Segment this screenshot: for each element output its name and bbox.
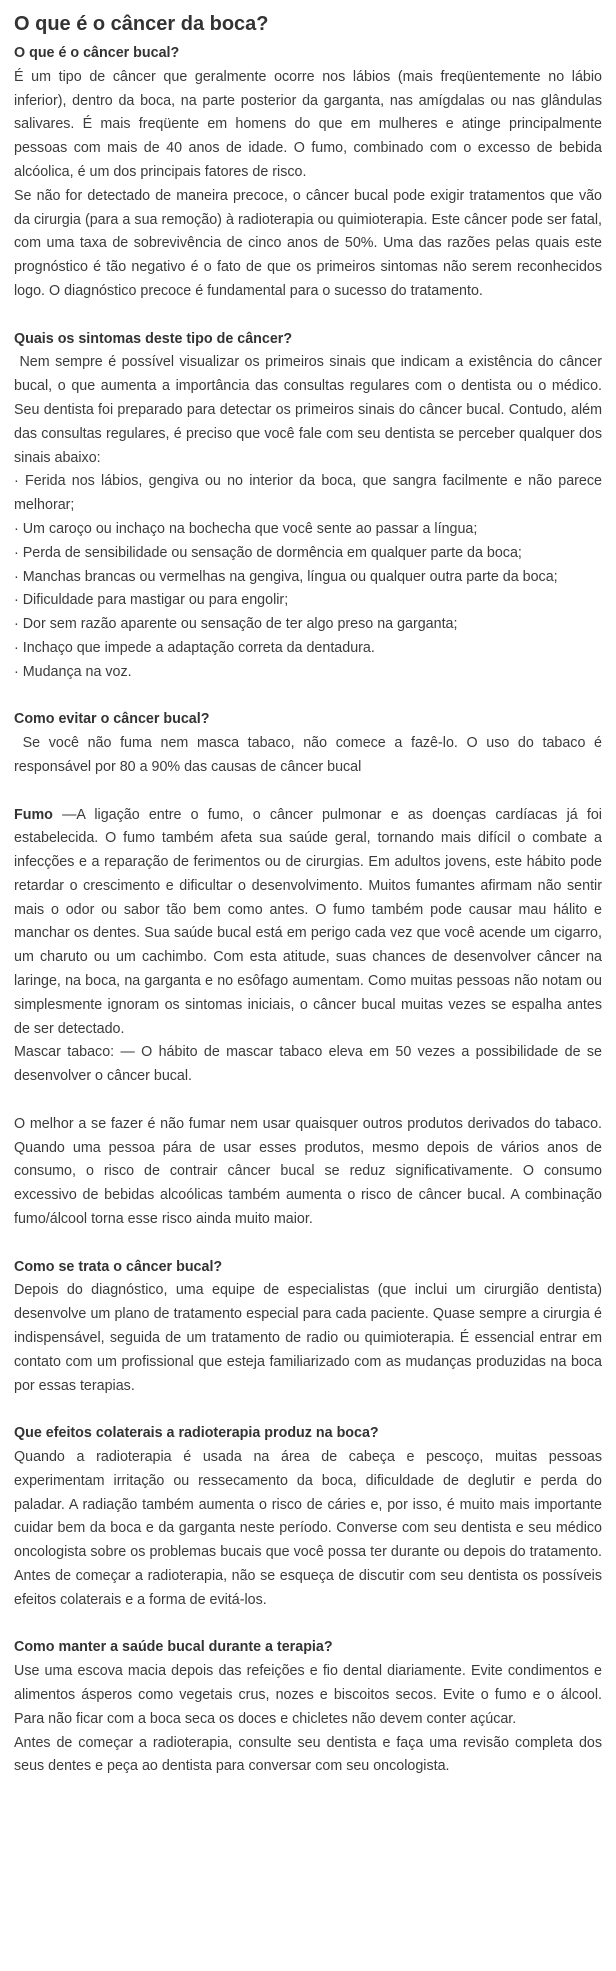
spacer	[14, 1398, 602, 1422]
section-heading: Quais os sintomas deste tipo de câncer?	[14, 330, 293, 347]
page-title: O que é o câncer da boca?	[14, 13, 269, 35]
spacer	[14, 1613, 602, 1637]
list-item: · Dor sem razão aparente ou sensação de ter algo preso na garganta;	[14, 616, 458, 633]
section-symptoms	[14, 328, 606, 685]
paragraph: É um tipo de câncer que geralmente ocorre nos lábios (mais freqüentemente no lábio inferior), dentro da boca, na parte posterior da garganta, nas amígdalas ou nas glândulas salivares. É mais freqüente em homens do que em mulheres e atinge principalmente pessoas com mais de 40 anos de idade. O fumo, combinado com o excesso de bebida alcóolica, é um dos principais fatores de risco.	[14, 68, 602, 180]
section-prevention	[14, 708, 606, 1232]
fumo-label: Fumo	[14, 806, 53, 823]
spacer	[14, 685, 602, 709]
section-oral-health	[14, 1636, 602, 1779]
list-item: · Inchaço que impede a adaptação correta da dentadura.	[14, 639, 375, 656]
paragraph-fumo	[14, 804, 602, 1042]
spacer	[14, 780, 602, 804]
symptom-list	[14, 470, 602, 684]
section-heading: Como manter a saúde bucal durante a terapia?	[14, 1639, 333, 1656]
list-item: · Mudança na voz.	[14, 663, 132, 680]
list-item: · Manchas brancas ou vermelhas na gengiva, língua ou qualquer outra parte da boca;	[14, 568, 558, 585]
paragraph: Nem sempre é possível visualizar os primeiros sinais que indicam a existência do câncer bucal, o que aumenta a importância das consultas regulares com o dentista ou o médico. Seu dentista foi preparado para detectar os primeiros sinais do câncer bucal. Contudo, além das consultas regulares, é preciso que você fale com seu dentista se perceber qualquer dos sinais abaixo:	[14, 354, 606, 466]
paragraph: Se você não fuma nem masca tabaco, não comece a fazê-lo. O uso do tabaco é responsável por 80 a 90% das causas de câncer bucal	[14, 735, 606, 775]
spacer	[14, 1089, 602, 1113]
section-intro	[14, 42, 602, 304]
section-heading: O que é o câncer bucal?	[14, 45, 180, 61]
paragraph: Quando a radioterapia é usada na área de cabeça e pescoço, muitas pessoas experimentam irritação ou ressecamento da boca, dificuldade de deglutir e perda do paladar. A radiação também aumenta o risco de cáries e, por isso, é muito mais importante cuidar bem da boca e da garganta neste período. Converse com seu dentista e seu médico oncologista sobre os problemas bucais que você possa ter durante ou depois do tratamento. Antes de começar a radioterapia, não se esqueça de discutir com seu dentista os possíveis efeitos colaterais e a forma de evitá-los.	[14, 1449, 602, 1608]
paragraph: O melhor a se fazer é não fumar nem usar quaisquer outros produtos derivados do tabaco. Quando uma pessoa pára de usar esses produtos, mesmo depois de vários anos de consumo, o risco de contrair câncer bucal se reduz significativamente. O consumo excessivo de bebidas alcoólicas também aumenta o risco de câncer bucal. A combinação fumo/álcool torna esse risco ainda muito maior.	[14, 1115, 602, 1228]
list-item: · Um caroço ou inchaço na bochecha que você sente ao passar a língua;	[14, 520, 478, 537]
spacer	[14, 304, 602, 328]
list-item: · Perda de sensibilidade ou sensação de dormência em qualquer parte da boca;	[14, 544, 522, 561]
fumo-text: —A ligação entre o fumo, o câncer pulmonar e as doenças cardíacas já foi estabelecida. O fumo também afeta sua saúde geral, tornando mais difícil o combate a infecções e a reparação de ferimentos ou de cirurgias. Em adultos jovens, este hábito pode retardar o crescimento e dificultar o desenvolvimento. Muitos fumantes afirmam não sentir mais o odor ou sabor tão bem como antes. O fumo também pode causar mau hálito e manchar os dentes. Sua saúde bucal está em perigo cada vez que você acende um cigarro, um charuto ou um cachimbo. Com esta atitude, suas chances de desenvolver câncer na laringe, na boca, na garganta e no esôfago aumentam. Como muitas pessoas não notam ou simplesmente ignoram os sintomas iniciais, o câncer bucal muitas vezes se espalha antes de ser detectado.	[14, 806, 602, 1037]
list-item: · Dificuldade para mastigar ou para engolir;	[14, 592, 289, 609]
paragraph: Depois do diagnóstico, uma equipe de especialistas (que inclui um cirurgião dentista) desenvolve um plano de tratamento especial para cada paciente. Quase sempre a cirurgia é indispensável, seguida de um tratamento de radio ou quimioterapia. É essencial entrar em contato com um profissional que esteja familiarizado com as mudanças produzidas na boca por essas terapias.	[14, 1282, 602, 1394]
paragraph: Se não for detectado de maneira precoce, o câncer bucal pode exigir tratamentos que vão da cirurgia (para a sua remoção) à radioterapia ou quimioterapia. Este câncer pode ser fatal, com uma taxa de sobrevivência de cinco anos de 50%. Uma das razões pelas quais este prognóstico é tão negativo é o fato de que os primeiros sintomas não serem reconhecidos logo. O diagnóstico precoce é fundamental para o sucesso do tratamento.	[14, 187, 602, 299]
section-heading: Que efeitos colaterais a radioterapia produz na boca?	[14, 1425, 379, 1442]
section-treatment	[14, 1256, 602, 1399]
paragraph: Antes de começar a radioterapia, consulte seu dentista e faça uma revisão completa dos seus dentes e peça ao dentista para conversar com seu oncologista.	[14, 1734, 602, 1775]
paragraph: Mascar tabaco: — O hábito de mascar tabaco eleva em 50 vezes a possibilidade de se desenvolver o câncer bucal.	[14, 1044, 602, 1085]
section-heading: Como se trata o câncer bucal?	[14, 1258, 223, 1275]
paragraph: Use uma escova macia depois das refeições e fio dental diariamente. Evite condimentos e alimentos ásperos como vegetais crus, nozes e biscoitos secos. Evite o fumo e o álcool. Para não ficar com a boca seca os doces e chicletes não devem conter açúcar.	[14, 1663, 602, 1727]
list-item: · Ferida nos lábios, gengiva ou no interior da boca, que sangra facilmente e não parece melhorar;	[14, 473, 602, 514]
section-side-effects	[14, 1422, 602, 1612]
section-heading: Como evitar o câncer bucal?	[14, 711, 210, 728]
spacer	[14, 1232, 602, 1256]
